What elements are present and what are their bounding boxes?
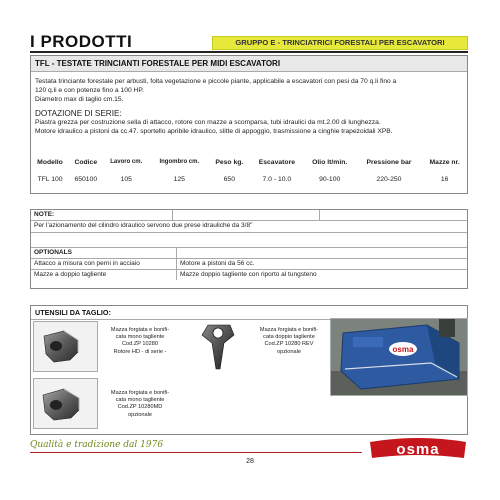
column-header: Modello	[37, 158, 63, 166]
optional-item: Attacco a misura con perni in acciaio	[31, 259, 177, 269]
optional-item: Motore a pistoni da 56 cc.	[180, 260, 255, 267]
svg-text:osma: osma	[392, 345, 414, 354]
note-title: NOTE:	[31, 210, 173, 220]
tools-title: UTENSILI DA TAGLIO:	[31, 306, 467, 320]
table-cell: 650100	[74, 175, 98, 183]
notes-box	[30, 209, 468, 289]
column-header: Ingombro cm.	[159, 159, 200, 165]
page-number: 28	[246, 458, 254, 465]
group-badge: GRUPPO E - TRINCIATRICI FORESTALI PER ESCAVATORI	[212, 36, 468, 50]
hammer-flail-icon	[34, 322, 97, 371]
description-line: Diametro max di taglio cm.15.	[35, 96, 124, 103]
table-cell: 16	[440, 175, 449, 183]
footer-motto: Qualità e tradizione dal 1976	[30, 440, 164, 450]
empty-cell	[320, 210, 467, 220]
osma-logo	[368, 436, 468, 462]
page-title: I PRODOTTI	[30, 32, 133, 51]
column-header: Escavatore	[258, 158, 295, 166]
ring-flail-icon	[190, 321, 248, 373]
table-cell: 90-100	[319, 175, 341, 183]
table-cell: 105	[120, 175, 132, 183]
footer-divider	[30, 452, 362, 453]
equipment-title: DOTAZIONE DI SERIE:	[35, 109, 122, 118]
specs-header-row	[31, 153, 467, 171]
svg-text:osma: osma	[396, 441, 440, 458]
table-row	[31, 171, 467, 187]
product-description-box	[30, 55, 468, 159]
column-header: Lavoro cm.	[110, 159, 143, 165]
description-line: Testata trinciante forestale per arbusti, folta vegetazione e piccole piante, applicabile a escavatori con pesi da 70 q.li fino a	[35, 78, 397, 85]
description-line: 120 q.li e con potenze fino a 100 HP.	[35, 87, 144, 94]
product-heading: TFL - TESTATE TRINCIANTI FORESTALE PER MIDI ESCAVATORI	[31, 56, 467, 72]
column-header: Pressione bar	[366, 158, 412, 166]
empty-cell	[173, 210, 320, 220]
machine-photo	[330, 318, 468, 396]
tool-caption-1: Mazza forgiata e bonifi- cata mono tagliente Cod.ZP 10280 Rotore HD - di serie -	[110, 327, 170, 355]
brand-logo-icon	[368, 436, 468, 462]
empty-cell	[177, 248, 467, 258]
column-header: Olio lt/min.	[312, 158, 348, 166]
tool-photo-1	[33, 321, 98, 372]
table-cell: 650	[223, 175, 235, 183]
equipment-line: Motore idraulico a pistoni da cc.47. sportello apribile idraulico, slitte di appoggio, trasmissione a cinghie trapezoidali XPB.	[35, 128, 393, 135]
specs-table-box	[30, 149, 468, 194]
header-divider	[30, 51, 468, 53]
optionals-title: OPTIONALS	[31, 248, 177, 258]
mulcher-machine-image	[331, 319, 468, 396]
note-text: Per l’azionamento del cilindro idraulico servono due prese idrauliche da 3/8"	[34, 222, 253, 229]
column-header: Mazze nr.	[429, 158, 460, 166]
hammer-flail-icon	[34, 379, 97, 428]
tool-photo-2	[190, 321, 248, 373]
table-cell: 220-250	[376, 175, 402, 183]
specs-table	[31, 153, 467, 187]
table-cell: 7.0 - 10.0	[262, 175, 292, 183]
table-cell: 125	[173, 175, 185, 183]
table-cell: TFL 100	[37, 175, 63, 183]
optional-item: Mazze a doppio tagliente	[31, 270, 177, 280]
column-header: Codice	[74, 158, 98, 166]
optional-item: Mazze doppio tagliente con riporto al tungsteno	[180, 271, 317, 278]
tool-caption-3: Mazza forgiata e bonifi- cata mono tagliente Cod.ZP 10280MD opzionale	[110, 390, 170, 418]
tool-caption-2: Mazza forgiata e bonifi- cata doppio tagliente Cod.ZP 10280 REV opzionale	[259, 327, 319, 355]
equipment-line: Piastra grezza per costruzione sella di attacco, rotore con mazze a scomparsa, tubi idraulici da mt.2.00 di lunghezza.	[35, 119, 381, 126]
column-header: Peso kg.	[215, 158, 244, 166]
tool-photo-3	[33, 378, 98, 429]
